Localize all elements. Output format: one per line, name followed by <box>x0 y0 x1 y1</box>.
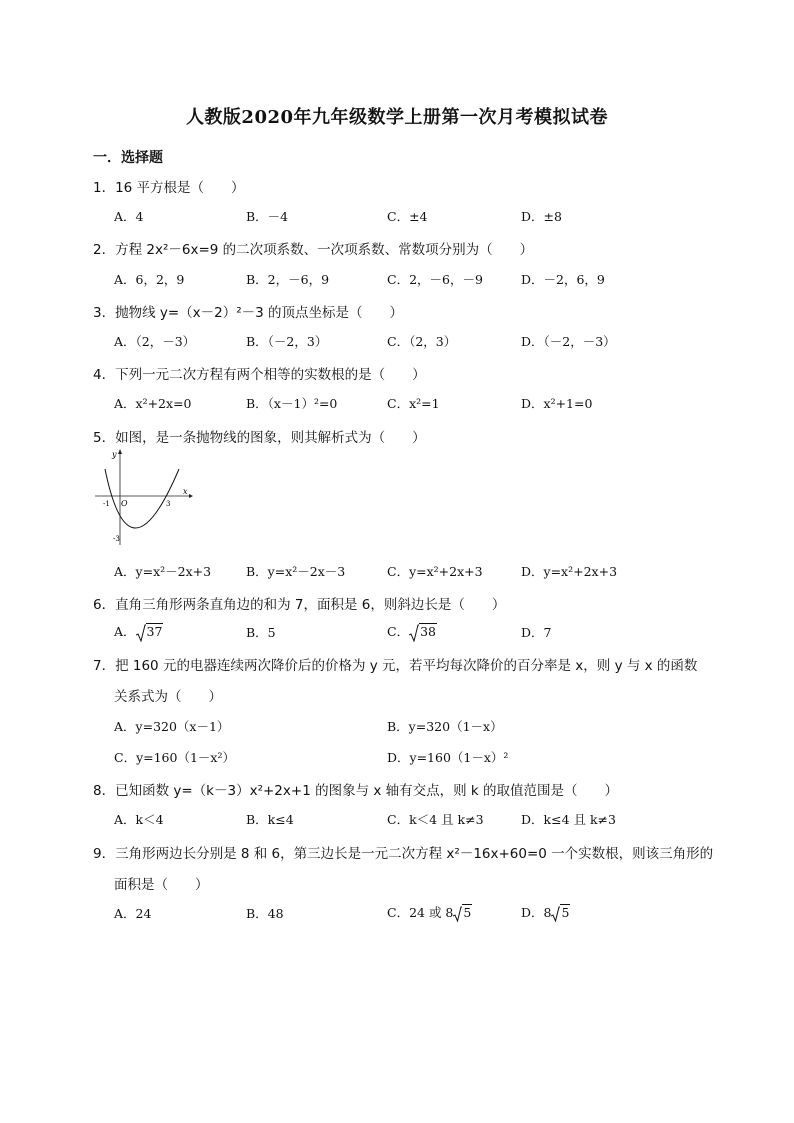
question-8-stem: 8．已知函数 y=（k－3）x²+2x+1 的图象与 x 轴有交点，则 k 的取值范围是（ ） <box>93 783 619 799</box>
q1-option-a: A．4 <box>114 209 144 224</box>
sqrt-icon <box>136 624 146 642</box>
q4-option-c: C．x²=1 <box>387 396 440 411</box>
y-axis-label: y <box>112 450 117 459</box>
q1-option-c: C．±4 <box>387 209 428 224</box>
q2-option-d: D．－2，6，9 <box>521 272 605 287</box>
question-7-stem-cont: 关系式为（ ） <box>114 689 222 705</box>
question-7-stem: 7．把 160 元的电器连续两次降价后的价格为 y 元，若平均每次降价的百分率是 x，则 y 与 x 的函数 <box>93 658 698 674</box>
question-9-stem-cont: 面积是（ ） <box>114 877 209 893</box>
origin-label: O <box>121 499 128 508</box>
q6-option-b: B．5 <box>246 625 276 640</box>
q6-option-a-radicand: 37 <box>146 624 163 639</box>
q8-option-c: C．k＜4 且 k≠3 <box>387 812 484 827</box>
section-heading: 一．选择题 <box>93 150 163 166</box>
x-axis-arrow-icon <box>189 494 193 498</box>
q3-option-c: C．（2，3） <box>387 334 457 349</box>
q1-option-b: B．－4 <box>246 209 289 224</box>
x-axis-label: x <box>183 487 188 496</box>
q7-option-a: A．y=320（x－1） <box>114 719 230 734</box>
q8-option-a: A．k＜4 <box>114 812 164 827</box>
tick-label-3: 3 <box>166 500 171 508</box>
tick-label-neg1: -1 <box>103 500 110 508</box>
q3-option-a: A．（2，－3） <box>114 334 196 349</box>
q5-option-b: B．y=x²－2x－3 <box>246 564 346 579</box>
q6-option-c <box>387 622 437 642</box>
question-3-stem: 3．抛物线 y=（x－2）²－3 的顶点坐标是（ ） <box>93 305 404 321</box>
parabola-curve <box>105 469 179 528</box>
q2-option-b: B．2，－6，9 <box>246 272 330 287</box>
q6-option-c-radicand: 38 <box>420 624 436 639</box>
q9-option-d-label: D．8 <box>521 905 552 920</box>
q5-option-c: C．y=x²+2x+3 <box>387 564 483 579</box>
page-title: 人教版2020年九年级数学上册第一次月考模拟试卷 <box>185 107 609 128</box>
q8-option-d: D．k≤4 且 k≠3 <box>521 812 616 827</box>
q9-option-c <box>387 903 472 922</box>
q7-option-d: D．y=160（1－x）² <box>387 750 509 765</box>
q6-option-a <box>114 622 163 642</box>
q9-option-d <box>521 903 570 922</box>
q9-option-c-label: C．24 或 8 <box>387 905 454 920</box>
q3-option-b: B．（－2，3） <box>246 334 328 349</box>
q9-option-c-radicand: 5 <box>463 905 472 920</box>
q4-option-b: B．（x－1）²=0 <box>246 396 338 411</box>
question-6-stem: 6．直角三角形两条直角边的和为 7，面积是 6，则斜边长是（ ） <box>93 597 506 613</box>
q6-option-c-label: C． <box>387 624 410 639</box>
q2-option-c: C．2，－6，－9 <box>387 272 483 287</box>
parabola-graph <box>93 447 193 547</box>
q9-option-a: A．24 <box>114 906 152 921</box>
q4-option-a: A．x²+2x=0 <box>114 396 192 411</box>
question-5-stem: 5．如图，是一条抛物线的图象，则其解析式为（ ） <box>93 430 426 446</box>
q8-option-b: B．k≤4 <box>246 812 294 827</box>
q5-option-d: D．y=x²+2x+3 <box>521 564 618 579</box>
question-9-stem: 9．三角形两边长分别是 8 和 6，第三边长是一元二次方程 x²－16x+60=0 一个实数根，则该三角形的 <box>93 846 714 862</box>
q9-option-b: B．48 <box>246 906 284 921</box>
q4-option-d: D．x²+1=0 <box>521 396 593 411</box>
q9-option-d-radicand: 5 <box>561 905 570 920</box>
q3-option-d: D．（－2，－3） <box>521 334 616 349</box>
tick-label-neg3: -3 <box>113 535 120 543</box>
q7-option-b: B．y=320（1－x） <box>387 719 503 734</box>
q2-option-a: A．6，2，9 <box>114 272 185 287</box>
q6-option-d: D．7 <box>521 625 552 640</box>
y-axis-arrow-icon <box>118 449 122 454</box>
q5-option-a: A．y=x²－2x+3 <box>114 564 212 579</box>
question-2-stem: 2．方程 2x²－6x=9 的二次项系数、一次项系数、常数项分别为（ ） <box>93 242 534 258</box>
question-4-stem: 4．下列一元二次方程有两个相等的实数根的是（ ） <box>93 367 426 383</box>
q6-option-a-label: A． <box>114 624 136 639</box>
q7-option-c: C．y=160（1－x²） <box>114 750 235 765</box>
sqrt-icon <box>409 624 419 642</box>
q1-option-d: D．±8 <box>521 209 562 224</box>
question-1-stem: 1．16 平方根是（ ） <box>93 180 245 196</box>
